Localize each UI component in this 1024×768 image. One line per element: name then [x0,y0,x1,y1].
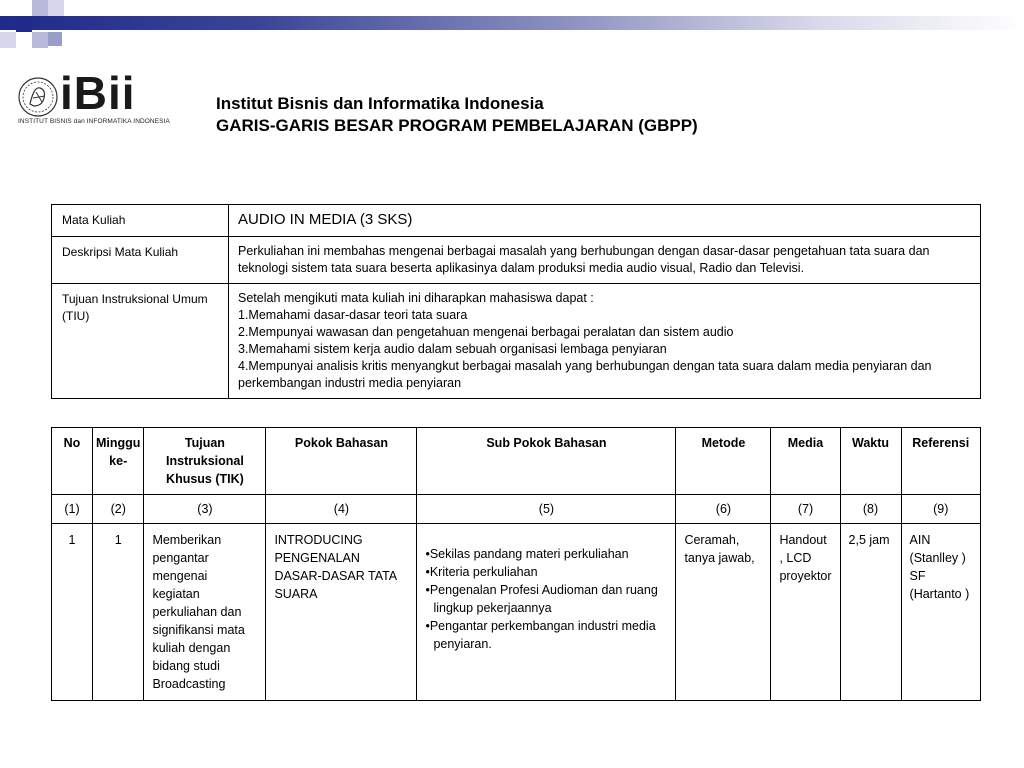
subtopic-list [425,545,667,653]
header-topic: Pokok Bahasan [266,428,417,495]
tiu-label: Tujuan Instruksional Umum (TIU) [52,284,229,399]
subtopic-item: • Sekilas pandang materi perkuliahan [425,545,667,563]
table-numbering-row [52,495,981,524]
cell-media: Handout , LCD proyektor [771,524,840,701]
course-row [52,205,981,237]
gbpp-table [51,427,981,701]
tiu-item: 2.Mempunyai wawasan dan pengetahuan mengenai berbagai peralatan dan sistem audio [238,325,734,339]
header-square [0,0,16,16]
cell-method: Ceramah, tanya jawab, [676,524,771,701]
cell-time: 2,5 jam [840,524,901,701]
table-row [52,524,981,701]
description-text: Perkuliahan ini membahas mengenai berbagai masalah yang berhubungan dengan dasar-dasar pengetahuan tata suara dan teknologi sistem tata suara beserta aplikasinya dalam produksi media audio visual, Radio dan Televisi. [229,237,981,284]
column-number: (7) [771,495,840,524]
column-number: (1) [52,495,93,524]
table-header-row [52,428,981,495]
cell-reference: AIN (Stanlley ) SF (Hartanto ) [901,524,980,701]
header-square [32,0,48,16]
subtopic-item: • Pengenalan Profesi Audioman dan ruang lingkup pekerjaannya [425,581,667,617]
header-square [0,32,16,48]
institution-name: Institut Bisnis dan Informatika Indonesia [216,94,544,113]
course-name-cell [229,205,981,237]
tiu-row [52,284,981,399]
column-number: (9) [901,495,980,524]
header-gradient-bar [0,16,1024,30]
course-credits: (3 SKS) [359,211,413,228]
column-number: (2) [93,495,144,524]
tiu-item: 1.Memahami dasar-dasar teori tata suara [238,308,468,322]
header-no: No [52,428,93,495]
logo-wordmark: iBii [60,67,136,119]
cell-topic: INTRODUCING PENGENALAN DASAR-DASAR TATA SUARA [266,524,417,701]
course-label: Mata Kuliah [52,205,229,237]
cell-tik: Memberikan pengantar mengenai kegiatan perkuliahan dan signifikansi mata kuliah dengan bidang studi Broadcasting [144,524,266,701]
header-media: Media [771,428,840,495]
header-square [48,0,64,16]
ibii-logo [16,67,170,130]
program-title: GARIS-GARIS BESAR PROGRAM PEMBELAJARAN (GBPP) [216,116,698,135]
header-square [16,16,32,32]
course-info-table [51,204,981,399]
subtopic-item: • Pengantar perkembangan industri media penyiaran. [425,617,667,653]
tiu-cell [229,284,981,399]
ibii-emblem-icon [16,76,60,118]
column-number: (5) [417,495,676,524]
header-subtopic: Sub Pokok Bahasan [417,428,676,495]
tiu-item: 3.Memahami sistem kerja audio dalam sebuah organisasi lembaga penyiaran [238,342,667,356]
description-row [52,237,981,284]
subtopic-item: • Kriteria perkuliahan [425,563,667,581]
column-number: (8) [840,495,901,524]
cell-no: 1 [52,524,93,701]
header-tik: Tujuan Instruksional Khusus (TIK) [144,428,266,495]
tiu-item: 4.Mempunyai analisis kritis menyangkut berbagai masalah yang berhubungan dengan tata suara dalam media penyiaran dan perkembangan industri media penyiaran [238,359,932,390]
cell-subtopics [417,524,676,701]
column-number: (6) [676,495,771,524]
header-square [48,32,62,46]
cell-week: 1 [93,524,144,701]
header-square [32,32,48,48]
header-reference: Referensi [901,428,980,495]
column-number: (4) [266,495,417,524]
course-name: AUDIO IN MEDIA [238,211,357,228]
logo-subtitle: INSTITUT BISNIS dan INFORMATIKA INDONESIA [18,118,170,125]
column-number: (3) [144,495,266,524]
header-time: Waktu [840,428,901,495]
description-label: Deskripsi Mata Kuliah [52,237,229,284]
tiu-intro: Setelah mengikuti mata kuliah ini diharapkan mahasiswa dapat : [238,291,594,305]
header-method: Metode [676,428,771,495]
page-title [216,93,698,137]
header-week: Minggu ke- [93,428,144,495]
